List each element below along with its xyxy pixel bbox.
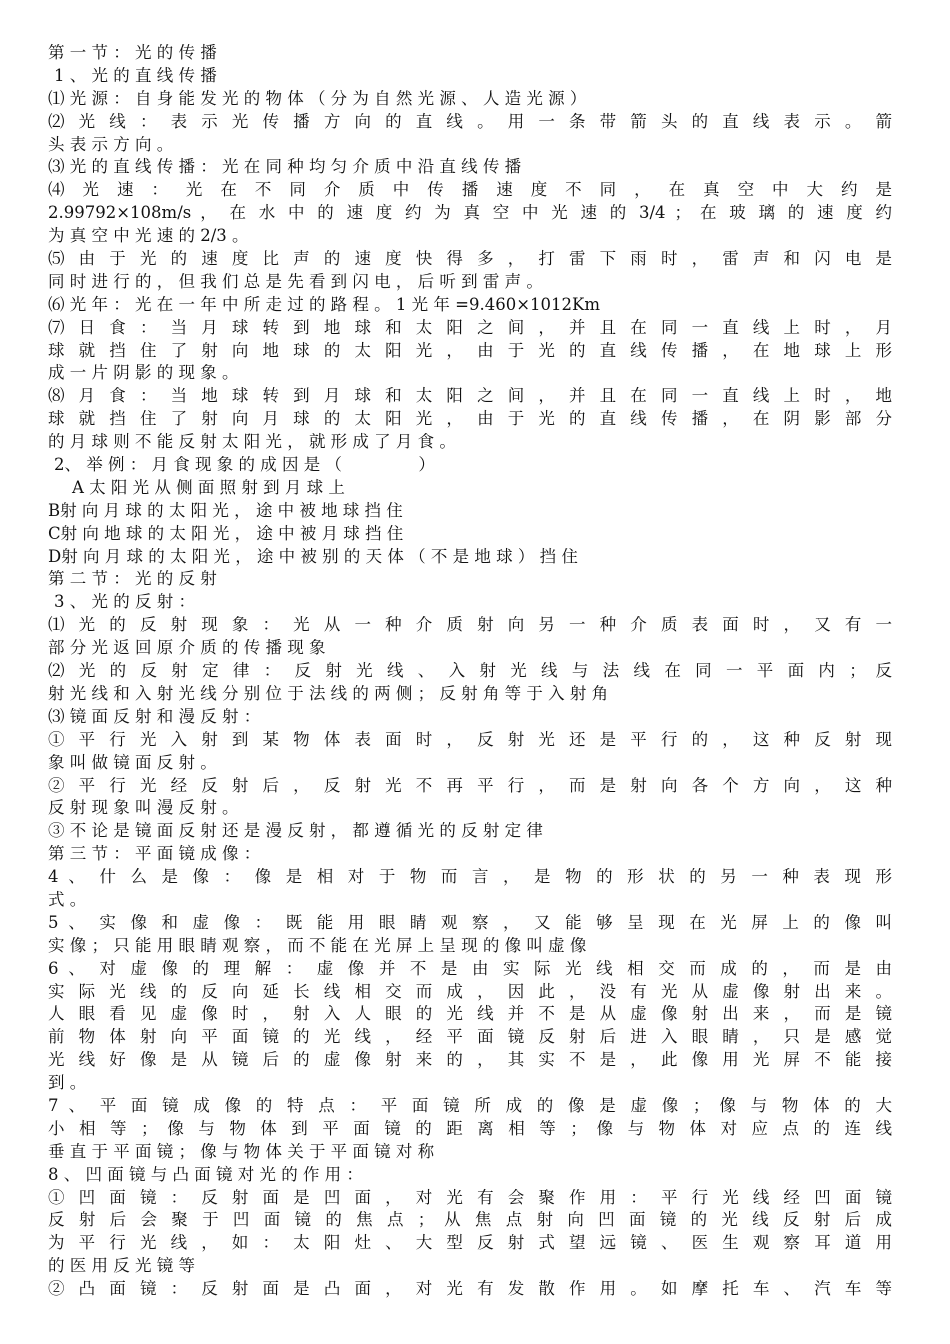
text-line: 2、 举 例 ： 月 食 现 象 的 成 因 是 （ ） xyxy=(54,455,435,475)
text-line: 式 。 xyxy=(48,889,87,909)
text-line: 1 、 光 的 直 线 传 播 xyxy=(54,65,217,85)
text-line: 反 射 后 会 聚 于 凹 面 镜 的 焦 点 ； 从 焦 点 射 向 凹 面 镜 的 光 线 反 射 后 成 xyxy=(48,1210,892,1230)
text-line: ① 平 行 光 入 射 到 某 物 体 表 面 时 ， 反 射 光 还 是 平 行 的 ， 这 种 反 射 现 xyxy=(48,729,892,749)
text-line: 为 真 空 中 光 速 的 2/3 。 xyxy=(48,226,249,246)
text-line: 象 叫 做 镜 面 反 射 。 xyxy=(48,752,217,772)
text-line: 5 、 实 像 和 虚 像 ： 既 能 用 眼 睛 观 察 ， 又 能 够 呈 现 在 光 屏 上 的 像 叫 xyxy=(48,912,892,932)
text-line: 头 表 示 方 向 。 xyxy=(48,134,174,154)
text-line: 球 就 挡 住 了 射 向 地 球 的 太 阳 光 ， 由 于 光 的 直 线 传 播 ， 在 地 球 上 形 xyxy=(48,340,892,360)
text-line: ⑴ 光 的 反 射 现 象 ： 光 从 一 种 介 质 射 向 另 一 种 介 质 表 面 时 ， 又 有 一 xyxy=(48,615,892,635)
text-line: 实 像 ； 只 能 用 眼 睛 观 察 ， 而 不 能 在 光 屏 上 呈 现 的 像 叫 虚 像 xyxy=(48,935,587,955)
text-line: 小 相 等 ； 像 与 物 体 到 平 面 镜 的 距 离 相 等 ； 像 与 物 体 对 应 点 的 连 线 xyxy=(48,1118,892,1138)
text-line: ② 凸 面 镜 ： 反 射 面 是 凸 面 ， 对 光 有 发 散 作 用 。 如 摩 托 车 、 汽 车 等 xyxy=(48,1279,892,1299)
text-line: 3 、 光 的 反 射 ： xyxy=(54,592,195,612)
text-line: 的 医 用 反 光 镜 等 xyxy=(48,1256,195,1276)
text-line: ⑷ 光 速 ： 光 在 不 同 介 质 中 传 播 速 度 不 同 ， 在 真 空 中 大 约 是 xyxy=(48,180,892,200)
text-line: 垂 直 于 平 面 镜 ； 像 与 物 体 关 于 平 面 镜 对 称 xyxy=(48,1141,435,1161)
text-line: A 太 阳 光 从 侧 面 照 射 到 月 球 上 xyxy=(72,477,345,497)
text-line: 到 。 xyxy=(48,1073,87,1093)
text-line: ⑵ 光 线 ： 表 示 光 传 播 方 向 的 直 线 。 用 一 条 带 箭 头 的 直 线 表 示 。 箭 xyxy=(48,111,892,131)
text-line: 2.99792×108m/s ， 在 水 中 的 速 度 约 为 真 空 中 光 速 的 3/4 ； 在 玻 璃 的 速 度 约 xyxy=(48,203,892,223)
text-line: 为 平 行 光 线 ， 如 ： 太 阳 灶 、 大 型 反 射 式 望 远 镜 、 医 生 观 察 耳 道 用 xyxy=(48,1233,892,1253)
text-line: 4 、 什 么 是 像 ： 像 是 相 对 于 物 而 言 ， 是 物 的 形 状 的 另 一 种 表 现 形 xyxy=(48,867,892,887)
text-line: 第 一 节 ： 光 的 传 播 xyxy=(48,43,217,62)
text-line: 成 一 片 阴 影 的 现 象 。 xyxy=(48,363,239,383)
text-line: ⑻ 月 食 ： 当 地 球 转 到 月 球 和 太 阳 之 间 ， 并 且 在 同 一 直 线 上 时 ， 地 xyxy=(48,386,892,406)
text-line: 6 、 对 虚 像 的 理 解 ： 虚 像 并 不 是 由 实 际 光 线 相 交 而 成 的 ， 而 是 由 xyxy=(48,958,892,978)
text-line: C射 向 地 球 的 太 阳 光 ， 途 中 被 月 球 挡 住 xyxy=(48,523,404,543)
text-line: 同 时 进 行 的 ， 但 我 们 总 是 先 看 到 闪 电 ， 后 听 到 雷 声 。 xyxy=(48,271,543,291)
text-line: 8 、 凹 面 镜 与 凸 面 镜 对 光 的 作 用 ： xyxy=(48,1164,363,1184)
text-line: 的 月 球 则 不 能 反 射 太 阳 光 ， 就 形 成 了 月 食 。 xyxy=(48,432,456,452)
text-line: 第 二 节 ： 光 的 反 射 xyxy=(48,569,217,589)
text-line: ⑵ 光 的 反 射 定 律 ： 反 射 光 线 、 入 射 光 线 与 法 线 在 同 一 平 面 内 ； 反 xyxy=(48,661,892,681)
text-line: ⑺ 日 食 ： 当 月 球 转 到 地 球 和 太 阳 之 间 ， 并 且 在 同 一 直 线 上 时 ， 月 xyxy=(48,317,892,337)
text-line: ③ 不 论 是 镜 面 反 射 还 是 漫 反 射 ， 都 遵 循 光 的 反 射 定 律 xyxy=(48,821,543,841)
text-line: ⑶ 镜 面 反 射 和 漫 反 射 ： xyxy=(48,706,261,726)
text-line: 部 分 光 返 回 原 介 质 的 传 播 现 象 xyxy=(48,638,326,658)
text-line: 第 三 节 ： 平 面 镜 成 像 ： xyxy=(48,844,261,864)
text-line: ⑴ 光 源 ： 自 身 能 发 光 的 物 体 （ 分 为 自 然 光 源 、 人 造 光 源 ） xyxy=(48,88,587,108)
text-line: 射 光 线 和 入 射 光 线 分 别 位 于 法 线 的 两 侧 ； 反 射 角 等 于 入 射 角 xyxy=(48,683,609,703)
text-line: ⑹ 光 年 ： 光 在 一 年 中 所 走 过 的 路 程 。 1 光 年 =9.460×1012Km xyxy=(48,294,601,314)
text-line: 人 眼 看 见 虚 像 时 ， 射 入 人 眼 的 光 线 并 不 是 从 虚 像 射 出 来 ， 而 是 镜 xyxy=(48,1004,892,1024)
text-line: 实 际 光 线 的 反 向 延 长 线 相 交 而 成 ， 因 此 ， 没 有 光 从 虚 像 射 出 来 。 xyxy=(48,981,892,1001)
text-line: ② 平 行 光 经 反 射 后 ， 反 射 光 不 再 平 行 ， 而 是 射 向 各 个 方 向 ， 这 种 xyxy=(48,775,892,795)
text-line: 球 就 挡 住 了 射 向 月 球 的 太 阳 光 ， 由 于 光 的 直 线 传 播 ， 在 阴 影 部 分 xyxy=(48,409,892,429)
text-line: B射 向 月 球 的 太 阳 光 ， 途 中 被 地 球 挡 住 xyxy=(48,500,403,520)
text-line: 光 线 好 像 是 从 镜 后 的 虚 像 射 来 的 ， 其 实 不 是 ， 此 像 用 光 屏 不 能 接 xyxy=(48,1050,892,1070)
text-line: D射 向 月 球 的 太 阳 光 ， 途 中 被 别 的 天 体 （ 不 是 地 球 ） 挡 住 xyxy=(48,546,578,566)
text-line: 7 、 平 面 镜 成 像 的 特 点 ： 平 面 镜 所 成 的 像 是 虚 像 ； 像 与 物 体 的 大 xyxy=(48,1095,892,1115)
text-line: 反 射 现 象 叫 漫 反 射 。 xyxy=(48,798,239,818)
text-line: ⑶ 光 的 直 线 传 播 ： 光 在 同 种 均 匀 介 质 中 沿 直 线 传 播 xyxy=(48,157,522,177)
text-line: 前 物 体 射 向 平 面 镜 的 光 线 ， 经 平 面 镜 反 射 后 进 入 眼 睛 ， 只 是 感 觉 xyxy=(48,1027,892,1047)
text-line: ① 凹 面 镜 ： 反 射 面 是 凹 面 ， 对 光 有 会 聚 作 用 ： 平 行 光 线 经 凹 面 镜 xyxy=(48,1187,892,1207)
text-line: ⑸ 由 于 光 的 速 度 比 声 的 速 度 快 得 多 ， 打 雷 下 雨 时 ， 雷 声 和 闪 电 是 xyxy=(48,249,892,269)
